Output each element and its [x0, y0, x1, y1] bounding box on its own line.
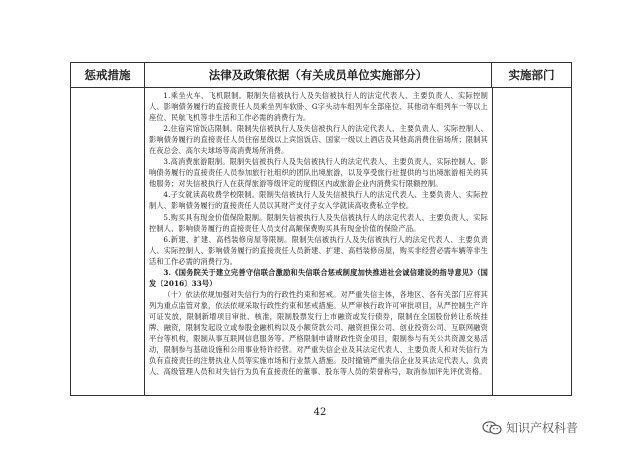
policy-paragraph: （十）依法依规加强对失信行为的行政性约束和惩戒。对严重失信主体，各地区、各有关部门应将其列为重点监管对象，依法依规采取行政性约束和惩戒措施。从严审核行政许可审批项目，从严控制生产许可证发放，限制新增项目审批、核准，限制股票发行上市融资或发行债券，限制在全国股份转让系统挂牌、融资，限制发起设立或参股金融机构以及小额贷款公司、融资担保公司、创业投资公司、互联网融资平台等机构，限制从事互联网信息服务等。严格限制申请财政性资金项目，限制参与有关公共资源交易活动，限制参与基础设施和公用事业特许经营。对严重失信企业及其法定代表人、主要负责人和对失信行为负有直接责任的注册执业人员等实施市场和行业禁入措施。及时撤销严重失信企业及其法定代表人、负责人、高级管理人员和对失信行为负有直接责任的董事、股东等人员的荣誉称号，取消参加评先评优资格。 [149, 289, 488, 377]
watermark [482, 419, 578, 436]
policy-paragraph: 6.新建、扩建、高档装修房屋等限制。限制失信被执行人及失信被执行人的法定代表人、主要负责人、实际控制人、影响债务履行的直接责任人员新建、扩建、高档装修房屋，购买非经营必需车辆等非生活和工作必需的消费行为。 [149, 234, 488, 266]
column-divider-right [492, 87, 493, 395]
header-punishment-measures: 惩戒措施 [71, 63, 145, 87]
policy-paragraph: 5.购买具有现金价值保险限制。限制失信被执行人及失信被执行人的法定代表人、主要负责人、实际控制人、影响债务履行的直接责任人员支付高额保费购买具有现金价值的保险产品。 [149, 212, 488, 233]
page-number: 42 [313, 407, 327, 418]
policy-paragraph: 2.住宿宾馆饭店限制。限制失信被执行人及失信被执行人的法定代表人、主要负责人、实际控制人、影响债务履行的直接责任人员住宿星级以上宾馆饭店、国家一级以上酒店及其他高消费住宿场所；限制其在夜总会、高尔夫球场等高消费场所消费。 [149, 124, 488, 156]
header-implementing-department: 实施部门 [508, 68, 555, 82]
header-legal-basis: 法律及政策依据（有关成员单位实施部分） [145, 63, 492, 87]
policy-table [70, 62, 572, 396]
policy-paragraph: 1.乘坐火车、飞机限制。限制失信被执行人及失信被执行人的法定代表人、主要负责人、实际控制人、影响债务履行的直接责任人员乘坐列车软卧、G字头动车组列车全部座位、其他动车组列车一等以上座位、民航飞机等非生活和工作必需的消费行为。 [149, 91, 488, 123]
watermark-text: 知识产权科普 [506, 421, 579, 435]
legal-basis-cell [145, 87, 492, 395]
table-header [71, 63, 571, 88]
policy-document-heading: 3.《国务院关于建立完善守信联合激励和失信联合惩戒制度加快推进社会诚信建设的指导意见》（国发〔2016〕33号） [149, 267, 488, 288]
policy-paragraph: 3.高消费旅游限制。限制失信被执行人及失信被执行人的法定代表人、主要负责人、实际控制人、影响债务履行的直接责任人员参加旅行社组织的团队出境旅游，以及享受旅行社提供的与出境旅游相关的其他服务；对失信被执行人在获得旅游等级评定的度假区内或旅游企业内消费实行限额控制。 [149, 157, 488, 189]
wechat-icon [482, 421, 502, 435]
policy-paragraph: 4.子女就读高收费学校限制。限制失信被执行人及失信被执行人的法定代表人、主要负责人、实际控制人、影响债务履行的直接责任人员以其财产支付子女入学就读高收费私立学校。 [149, 190, 488, 211]
